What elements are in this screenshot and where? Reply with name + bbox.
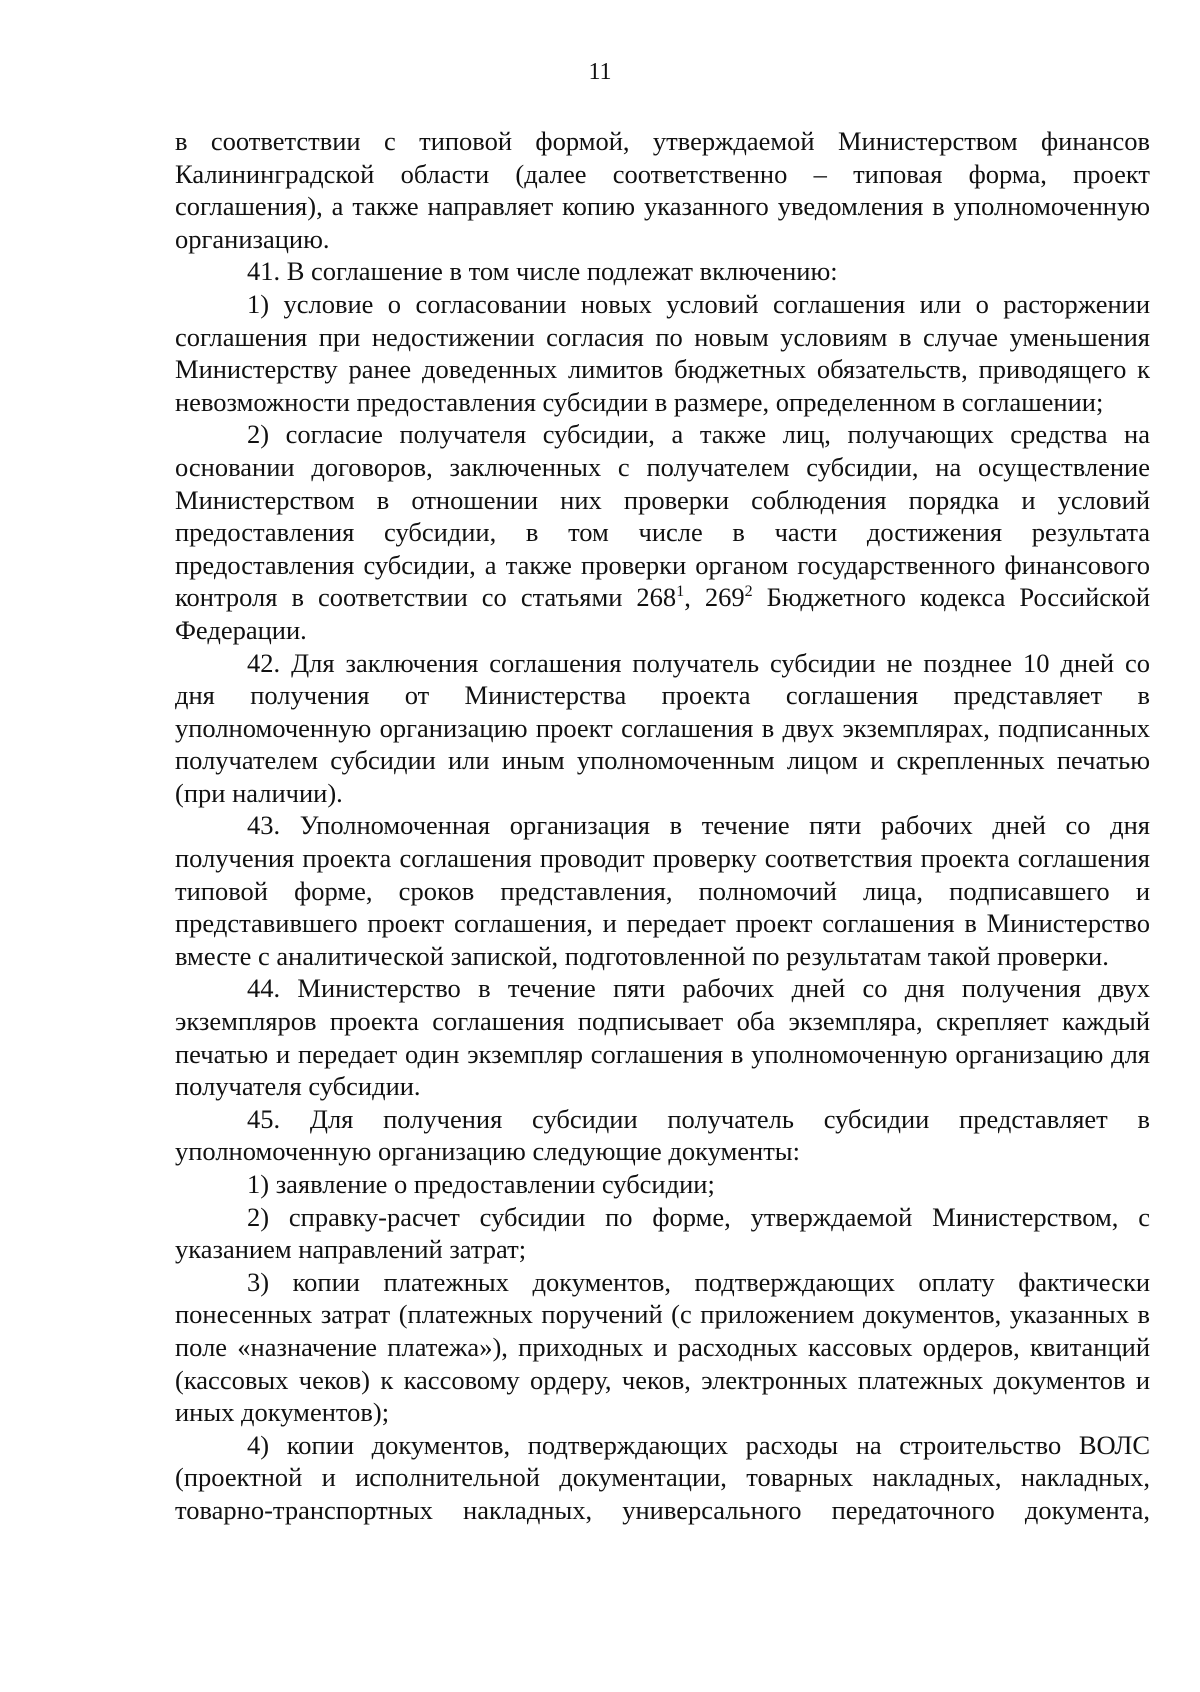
- paragraph-41: 41. В соглашение в том числе подлежат включению:: [247, 256, 838, 287]
- paragraph-41-item-2-text-b: , 269: [684, 582, 745, 613]
- superscript-1: 1: [676, 583, 685, 601]
- paragraph-45-item-4: 4) копии документов, подтверждающих расходы на строительство ВОЛС (проектной и исполнительной документации, товарных накладных, накладных, товарно-транспортных накладных, универсального передаточного документа,: [175, 1429, 1150, 1525]
- paragraph-44: 44. Министерство в течение пяти рабочих дней со дня получения двух экземпляров проекта соглашения подписывает оба экземпляра, скрепляет каждый печатью и передает один экземпляр соглашения в уполномоченную организацию для получателя субсидии.: [175, 973, 1150, 1102]
- paragraph-45: 45. Для получения субсидии получатель субсидии представляет в уполномоченную организацию следующие документы:: [175, 1103, 1150, 1167]
- paragraph-41-item-2-text-a: 2) согласие получателя субсидии, а также лиц, получающих средства на основании договоров, заключенных с получателем субсидии, на осуществление Министерством в отношении них проверки соблюдения порядка и условий предоставления субсидии, в том числе в части достижения результата предоставления субсидии, а также проверки органом государственного финансового контроля в соответствии со статьями 268: [175, 419, 1150, 613]
- paragraph-45-item-1: 1) заявление о предоставлении субсидии;: [247, 1169, 715, 1199]
- paragraph-45-item-2: 2) справку-расчет субсидии по форме, утверждаемой Министерством, с указанием направлений затрат;: [175, 1201, 1150, 1265]
- paragraph-41-item-2: [175, 418, 1150, 646]
- page-number: 11: [588, 59, 612, 85]
- superscript-2: 2: [744, 583, 753, 601]
- paragraph-45-item-3: 3) копии платежных документов, подтверждающих оплату фактически понесенных затрат (платежных поручений (с приложением документов, указанных в поле «назначение платежа»), приходных и расходных кассовых ордеров, квитанций (кассовых чеков) к кассовому ордеру, чеков, электронных платежных документов и иных документов);: [175, 1266, 1150, 1428]
- paragraph-continuation: в соответствии с типовой формой, утверждаемой Министерством финансов Калининградской области (далее соответственно – типовая форма, проект соглашения), а также направляет копию указанного уведомления в уполномоченную организацию.: [175, 126, 1150, 254]
- paragraph-41-item-2-text-c: Бюджетного кодекса Российской Федерации.: [175, 582, 1150, 645]
- document-body: [175, 125, 1150, 1527]
- paragraph-43: 43. Уполномоченная организация в течение пяти рабочих дней со дня получения проекта соглашения проводит проверку соответствия проекта соглашения типовой форме, сроков представления, полномочий лица, подписавшего и представившего проект соглашения, и передает проект соглашения в Министерство вместе с аналитической запиской, подготовленной по результатам такой проверки.: [175, 810, 1150, 971]
- paragraph-41-item-1: 1) условие о согласовании новых условий соглашения или о расторжении соглашения при недостижении согласия по новым условиям в случае уменьшения Министерству ранее доведенных лимитов бюджетных обязательств, приводящего к невозможности предоставления субсидии в размере, определенном в соглашении;: [175, 288, 1150, 417]
- paragraph-42: 42. Для заключения соглашения получатель субсидии не позднее 10 дней со дня получения от Министерства проекта соглашения представляет в уполномоченную организацию проект соглашения в двух экземплярах, подписанных получателем субсидии или иным уполномоченным лицом и скрепленных печатью (при наличии).: [175, 647, 1150, 808]
